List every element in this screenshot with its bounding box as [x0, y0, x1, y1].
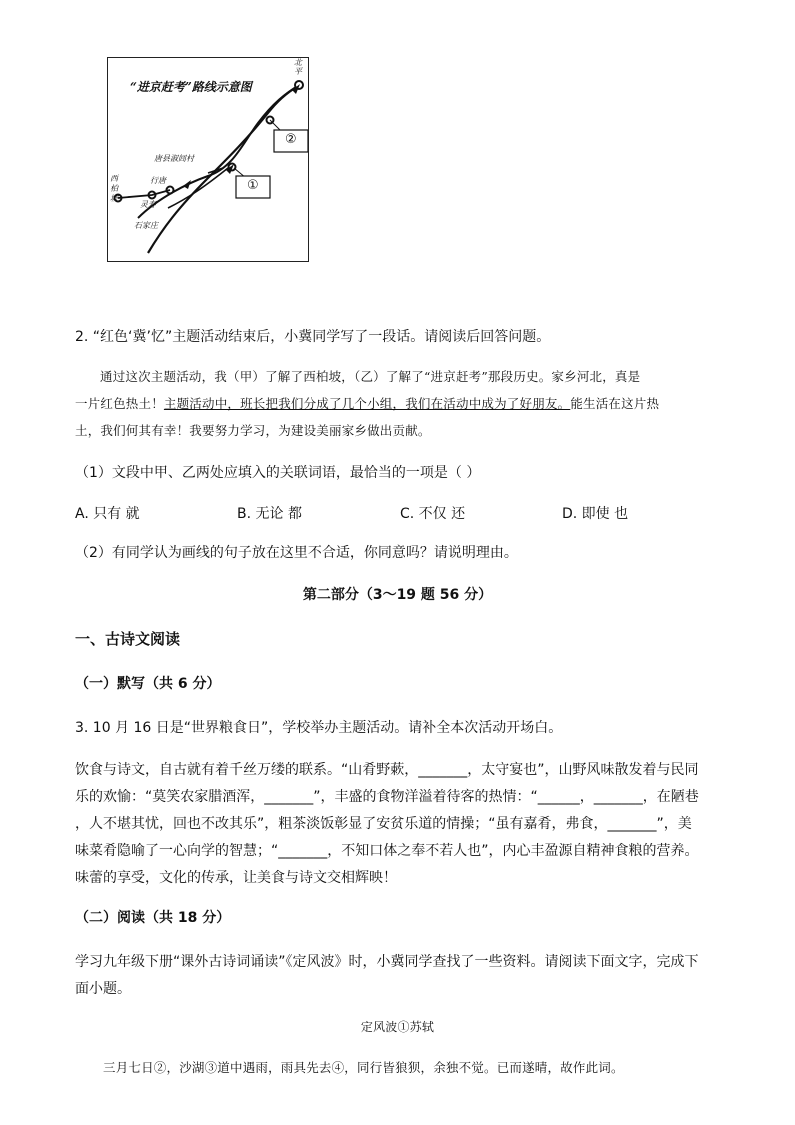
marker-2-label: ② [285, 132, 297, 147]
map-label-shijiazhuang: 石家庄 [134, 221, 158, 230]
q2-passage-line3: 土，我们何其有幸！我要努力学习，为建设美丽家乡做出贡献。 [75, 423, 431, 438]
option-d: D. 即使 也 [562, 506, 629, 522]
q2-passage-line2-a: 一片红色热土！ [75, 396, 164, 411]
poem-title: 定风波①苏轼 [360, 1020, 435, 1034]
sub-a-title: （一）默写（共 6 分） [75, 676, 221, 692]
q2-passage-line1: 通过这次主题活动，我（甲）了解了西柏坡，（乙）了解了“进京赶考”那段历史。家乡河北，真是 [100, 369, 641, 384]
q3-line-1: 饮食与诗文，自古就有着千丝万缕的联系。“山肴野蔌，_______，太守宴也”，山野风味散发着与民同 [75, 762, 699, 778]
q2-passage-line2 [75, 394, 659, 412]
part2-title: 第二部分（3～19 题 56 分） [302, 587, 493, 603]
map-label-beiping: 北平 [294, 58, 302, 76]
map-label-lingshou: 灵寿 [140, 200, 156, 209]
q2-underlined-sentence: 主题活动中，班长把我们分成了几个小组，我们在活动中成为了好朋友。 [163, 396, 571, 411]
map-label-xibaipo: 西柏坡 [110, 174, 118, 203]
q2-sub1: （1）文段中甲、乙两处应填入的关联词语，最恰当的一项是（ ） [75, 465, 481, 481]
q3-stem: 3. 10 月 16 日是“世界粮食日”，学校举办主题活动。请补全本次活动开场白。 [75, 720, 563, 736]
q2-sub2: （2）有同学认为画线的句子放在这里不合适，你同意吗？请说明理由。 [75, 545, 518, 561]
marker-1-label: ① [247, 178, 259, 193]
option-a: A. 只有 就 [75, 506, 140, 522]
q3-line-5: 味蕾的享受，文化的传承，让美食与诗文交相辉映！ [75, 870, 397, 886]
q3-line-3: ，人不堪其忧，回也不改其乐”，粗茶淡饭彰显了安贫乐道的情操；“虽有嘉肴，弗食，_______”，美 [75, 816, 692, 832]
reading-intro-1: 学习九年级下册“课外古诗词诵读”《定风波》时，小冀同学查找了一些资料。请阅读下面文字，完成下 [75, 954, 699, 970]
section1-title: 一、古诗文阅读 [75, 630, 181, 648]
poem-preface: 三月七日②，沙湖③道中遇雨，雨具先去④，同行皆狼狈，余独不觉。已而遂晴，故作此词。 [103, 1060, 624, 1075]
option-b: B. 无论 都 [237, 506, 302, 522]
map-label-xingtang: 行唐 [150, 176, 166, 185]
q3-line-2: 乐的欢愉：“莫笑农家腊酒浑，_______”，丰盛的食物洋溢着待客的热情：“______，_______，在陋巷 [75, 789, 699, 805]
option-c: C. 不仅 还 [400, 506, 466, 522]
sub-b-title: （二）阅读（共 18 分） [75, 910, 231, 926]
q2-passage-line2-b: 能生活在这片热 [570, 396, 660, 411]
map-label-tangxian: 唐县淑闾村 [154, 154, 194, 163]
q3-line-4: 味菜肴隐喻了一心向学的智慧；“_______，不知口体之奉不若人也”，内心丰盈源自精神食粮的营养。 [75, 843, 699, 859]
map-title: “进京赶考”路线示意图 [130, 80, 252, 94]
reading-intro-2: 面小题。 [75, 981, 131, 997]
route-map [107, 57, 309, 262]
q2-stem: 2. “红色‘冀’忆”主题活动结束后，小冀同学写了一段话。请阅读后回答问题。 [75, 329, 551, 345]
